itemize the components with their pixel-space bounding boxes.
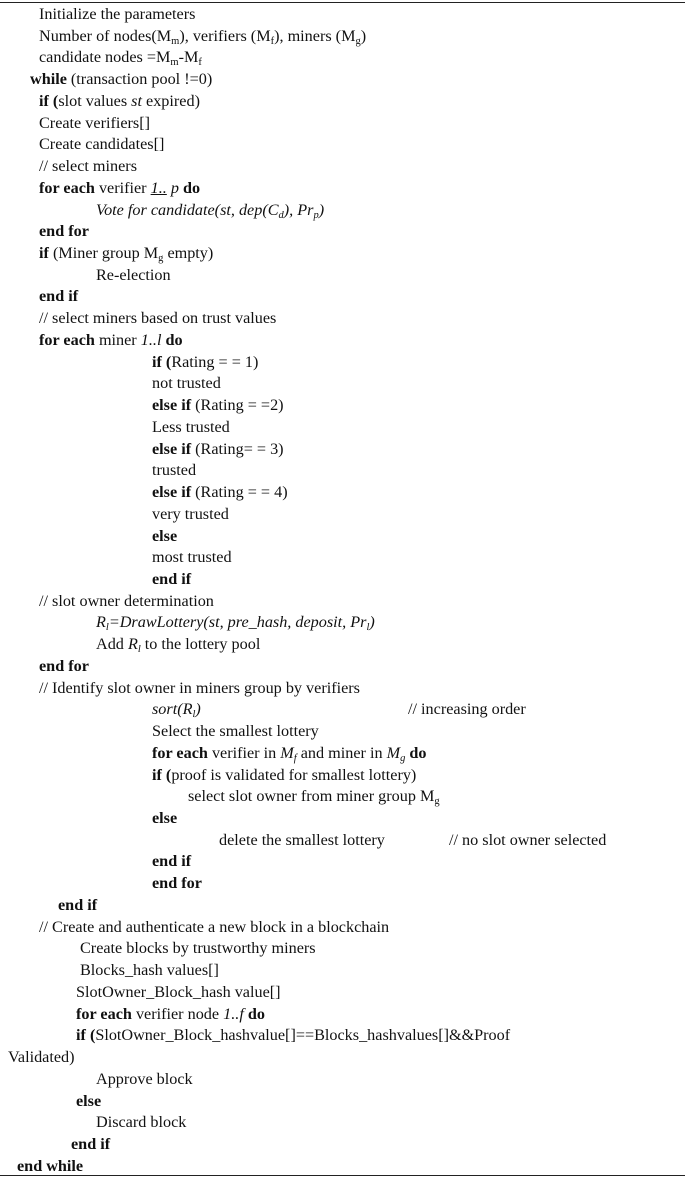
- table-bottom-rule: [0, 1175, 685, 1176]
- algorithm-line: not trusted: [152, 374, 221, 393]
- algorithm-line: select slot owner from miner group $M_g$: [188, 787, 440, 808]
- algorithm-line: end for: [39, 222, 89, 241]
- algorithm-line: Validated): [8, 1048, 75, 1067]
- algorithm-line: // Identify slot owner in miners group by verifiers: [39, 678, 360, 697]
- algorithm-line: end if: [39, 287, 79, 306]
- algorithm-line: trusted: [152, 461, 197, 480]
- algorithm-line: Initialize the parameters: [39, 5, 196, 23]
- algorithm-line: // select miners: [39, 157, 137, 176]
- algorithm-line: else: [76, 1091, 102, 1110]
- algorithm-line: if (Miner group $M_g$ empty): [39, 244, 214, 265]
- algorithm-line: end for: [152, 874, 202, 893]
- algorithm-line: else if (Rating = =2): [152, 396, 284, 415]
- algorithm-line: most trusted: [152, 548, 232, 567]
- algorithm-line: if (Rating = = 1): [152, 352, 259, 371]
- algorithm-inline-comment: // increasing order: [408, 700, 526, 719]
- algorithm-line: end if: [152, 852, 192, 871]
- algorithm-line: Vote for candidate(st, $dep(C_d)$, $Pr_p$): [96, 200, 325, 221]
- algorithm-line: Select the smallest lottery: [152, 722, 319, 741]
- algorithm-line: // Create and authenticate a new block in a blockchain: [39, 917, 390, 936]
- algorithm-line: Approve block: [96, 1069, 193, 1088]
- algorithm-line: // select miners based on trust values: [39, 309, 277, 328]
- algorithm-line: for each miner 1..l do: [39, 330, 183, 349]
- algorithm-line: while (transaction pool !=0): [30, 70, 213, 89]
- algorithm-line: SlotOwner_Block_hash value[]: [76, 982, 281, 1001]
- algorithm-line: end for: [39, 656, 89, 675]
- algorithm-line: if (SlotOwner_Block_hashvalue[]==Blocks_hashvalues[]&&Proof: [76, 1026, 511, 1045]
- algorithm-line: Create verifiers[]: [39, 113, 150, 132]
- algorithm-inline-comment: // no slot owner selected: [449, 830, 607, 849]
- algorithm-line: end if: [71, 1134, 111, 1153]
- algorithm-line: // slot owner determination: [39, 591, 214, 610]
- algorithm-line: end while: [17, 1156, 84, 1175]
- algorithm-line: end if: [58, 895, 98, 914]
- algorithm-line: Number of $nodes(M_m)$, verifiers $(M_f)$, miners $(M_g)$: [39, 26, 367, 47]
- algorithm-line: candidate nodes $=M_m-M_f$: [39, 48, 202, 69]
- algorithm-line: else if (Rating = = 4): [152, 483, 288, 502]
- algorithm-line: Create blocks by trustworthy miners: [80, 939, 316, 958]
- algorithm-line: Less trusted: [152, 417, 230, 436]
- algorithm-line: Create candidates[]: [39, 135, 165, 154]
- algorithm-line: Discard block: [96, 1113, 187, 1132]
- algorithm-line: if (proof is validated for smallest lottery): [152, 765, 417, 784]
- algorithm-line: very trusted: [152, 504, 229, 523]
- algorithm-line: Blocks_hash values[]: [80, 961, 219, 980]
- algorithm-line: if (slot values st expired): [39, 91, 200, 110]
- algorithm-line: $R_l=DrawLottery(st$, pre_hash, deposit, $Pr_l$): [96, 613, 375, 634]
- algorithm-line: delete the smallest lottery: [219, 830, 385, 849]
- algorithm-line: else if (Rating= = 3): [152, 439, 284, 458]
- algorithm-line: $sort(R_l)$: [152, 700, 201, 721]
- algorithm-line: Re-election: [96, 265, 171, 284]
- algorithm-line: for each verifier in $M_f$ and miner in $M_g$ do: [152, 743, 427, 764]
- algorithm-line: end if: [152, 569, 192, 588]
- algorithm-line: for each verifier 1.. p do: [39, 178, 201, 197]
- algorithm-line: else: [152, 809, 178, 827]
- algorithm-line: Add $R_l$ to the lottery pool: [96, 635, 261, 656]
- algorithm-line: else: [152, 526, 178, 545]
- algorithm-line: for each verifier node 1..f do: [76, 1004, 265, 1023]
